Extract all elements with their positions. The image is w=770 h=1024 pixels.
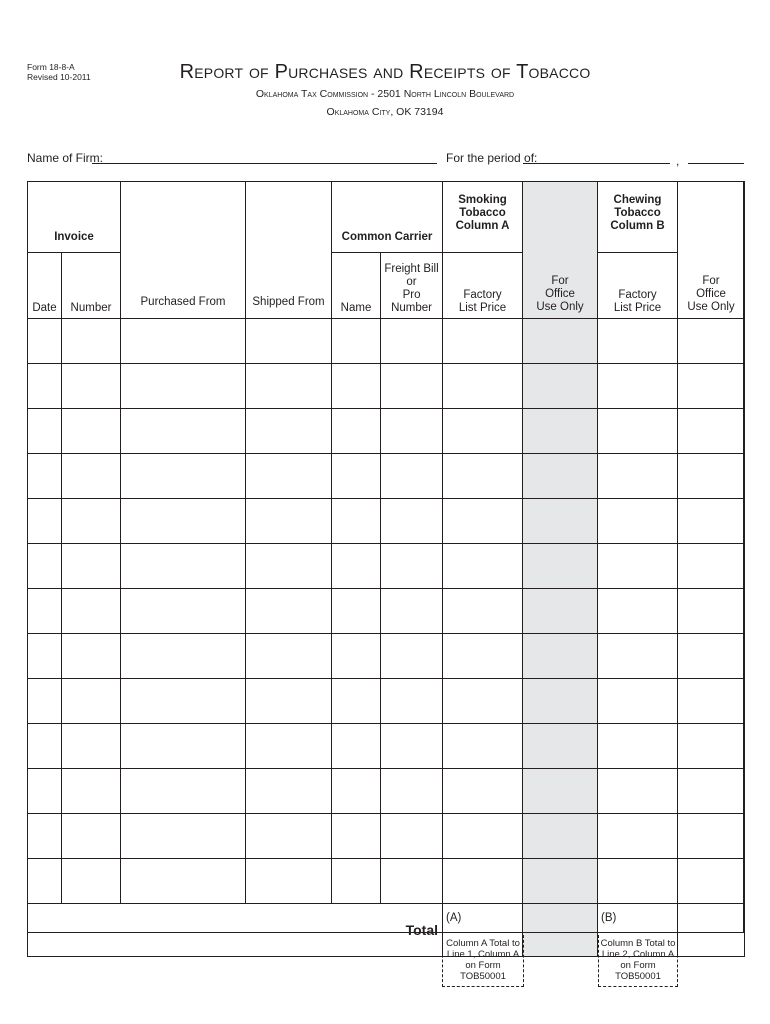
purchased-from-cell[interactable] <box>121 859 246 904</box>
number-cell[interactable] <box>62 589 121 634</box>
date-cell[interactable] <box>28 859 62 904</box>
shipped-from-cell[interactable] <box>246 409 332 454</box>
factory-price-a-header <box>443 253 523 319</box>
purchased-from-cell[interactable] <box>121 724 246 769</box>
shipped-from-cell[interactable] <box>246 724 332 769</box>
freight-bill-cell[interactable] <box>381 499 443 544</box>
freight-bill-cell[interactable] <box>381 589 443 634</box>
freight-bill-cell[interactable] <box>381 409 443 454</box>
table-row <box>28 364 745 409</box>
freight-line-1: Freight Bill <box>384 263 439 275</box>
factory-price-b-cell[interactable] <box>598 724 678 769</box>
freight-bill-cell[interactable] <box>381 319 443 364</box>
factory-a-line-1: Factory <box>463 289 502 301</box>
office-use-b-cell[interactable] <box>678 364 745 409</box>
number-cell[interactable] <box>62 454 121 499</box>
office-use-a-cell <box>523 544 598 589</box>
date-cell[interactable] <box>28 634 62 679</box>
office-use-b-cell[interactable] <box>678 319 745 364</box>
date-cell[interactable] <box>28 769 62 814</box>
office-use-a-cell <box>523 454 598 499</box>
purchased-from-cell[interactable] <box>121 589 246 634</box>
table-row <box>28 859 745 904</box>
table-row <box>28 634 745 679</box>
office-a-line-3: Use Only <box>536 301 584 313</box>
table-row <box>28 454 745 499</box>
carrier-name-cell[interactable] <box>332 814 381 859</box>
factory-price-b-cell[interactable] <box>598 499 678 544</box>
number-cell[interactable] <box>62 769 121 814</box>
column-a-note <box>442 935 524 987</box>
revision-date: Revised 10-2011 <box>27 72 91 82</box>
chewing-line-3: Column B <box>610 220 665 232</box>
factory-price-a-cell[interactable] <box>443 724 523 769</box>
factory-price-b-cell[interactable] <box>598 814 678 859</box>
factory-price-a-cell[interactable] <box>443 409 523 454</box>
purchases-table <box>27 181 745 957</box>
shipped-from-cell[interactable] <box>246 859 332 904</box>
period-separator: , <box>676 154 680 168</box>
freight-bill-cell[interactable] <box>381 859 443 904</box>
date-cell[interactable] <box>28 409 62 454</box>
carrier-name-cell[interactable] <box>332 859 381 904</box>
purchased-from-cell[interactable] <box>121 499 246 544</box>
freight-bill-header <box>381 253 443 319</box>
number-header: Number <box>62 253 121 319</box>
note-a-line-1: Column A Total to <box>446 938 520 949</box>
purchased-from-header: Purchased From <box>121 182 246 319</box>
office-use-b-cell[interactable] <box>678 679 745 724</box>
freight-bill-cell[interactable] <box>381 454 443 499</box>
office-use-a-cell <box>523 364 598 409</box>
carrier-name-cell[interactable] <box>332 409 381 454</box>
purchased-from-cell[interactable] <box>121 634 246 679</box>
carrier-name-cell[interactable] <box>332 769 381 814</box>
smoking-line-2: Tobacco <box>459 207 506 219</box>
note-b-line-1: Column B Total to <box>600 938 676 949</box>
carrier-name-header: Name <box>332 253 381 319</box>
number-cell[interactable] <box>62 409 121 454</box>
chewing-line-2: Tobacco <box>614 207 661 219</box>
shipped-from-cell[interactable] <box>246 454 332 499</box>
shipped-from-cell[interactable] <box>246 589 332 634</box>
factory-price-a-cell[interactable] <box>443 499 523 544</box>
number-cell[interactable] <box>62 319 121 364</box>
factory-price-b-cell[interactable] <box>598 319 678 364</box>
number-cell[interactable] <box>62 499 121 544</box>
carrier-name-cell[interactable] <box>332 454 381 499</box>
smoking-line-3: Column A <box>455 220 510 232</box>
factory-b-line-2: List Price <box>613 302 662 314</box>
office-use-a-cell <box>523 679 598 724</box>
office-use-b-cell[interactable] <box>678 409 745 454</box>
factory-price-b-cell[interactable] <box>598 589 678 634</box>
common-carrier-header: Common Carrier <box>332 182 443 253</box>
factory-price-a-cell[interactable] <box>443 454 523 499</box>
factory-price-a-cell[interactable] <box>443 364 523 409</box>
column-b-note <box>598 935 678 987</box>
carrier-name-cell[interactable] <box>332 319 381 364</box>
carrier-name-cell[interactable] <box>332 679 381 724</box>
shipped-from-cell[interactable] <box>246 319 332 364</box>
table-row <box>28 724 745 769</box>
factory-price-a-cell[interactable] <box>443 319 523 364</box>
purchased-from-cell[interactable] <box>121 679 246 724</box>
freight-bill-cell[interactable] <box>381 724 443 769</box>
office-use-b-cell[interactable] <box>678 769 745 814</box>
purchased-from-cell[interactable] <box>121 814 246 859</box>
form-number: Form 18-8-A <box>27 62 75 72</box>
date-cell[interactable] <box>28 679 62 724</box>
table-row <box>28 769 745 814</box>
agency-address: Oklahoma Tax Commission - 2501 North Lincoln Boulevard <box>255 88 515 100</box>
number-cell[interactable] <box>62 814 121 859</box>
table-row <box>28 499 745 544</box>
office-a-line-1: For <box>551 275 569 287</box>
period-start-field[interactable] <box>523 163 670 164</box>
shipped-from-cell[interactable] <box>246 544 332 589</box>
number-cell[interactable] <box>62 859 121 904</box>
date-cell[interactable] <box>28 544 62 589</box>
office-use-a-header <box>523 182 598 319</box>
factory-price-a-cell[interactable] <box>443 859 523 904</box>
purchased-from-cell[interactable] <box>121 319 246 364</box>
purchased-from-cell[interactable] <box>121 454 246 499</box>
office-use-b-header <box>678 182 745 319</box>
smoking-tobacco-header <box>443 182 523 253</box>
invoice-header: Invoice <box>28 182 121 253</box>
shipped-from-cell[interactable] <box>246 769 332 814</box>
office-use-a-cell <box>523 589 598 634</box>
office-use-a-cell <box>523 409 598 454</box>
factory-price-a-cell[interactable] <box>443 769 523 814</box>
office-b-line-2: Office <box>696 288 726 300</box>
office-a-line-2: Office <box>545 288 575 300</box>
shipped-from-cell[interactable] <box>246 634 332 679</box>
table-row <box>28 544 745 589</box>
office-use-a-cell <box>523 859 598 904</box>
office-use-b-cell[interactable] <box>678 634 745 679</box>
date-cell[interactable] <box>28 814 62 859</box>
period-label: For the period of: <box>446 151 538 165</box>
purchased-from-cell[interactable] <box>121 544 246 589</box>
freight-line-3: Pro Number <box>391 289 432 314</box>
office-use-b-cell[interactable] <box>678 454 745 499</box>
office-use-b-cell[interactable] <box>678 499 745 544</box>
note-b-line-2: Line 2, Column A <box>601 949 675 960</box>
group-header-row <box>28 182 745 253</box>
form-title: Report of Purchases and Receipts of Tobacco <box>179 61 591 83</box>
carrier-name-cell[interactable] <box>332 544 381 589</box>
number-cell[interactable] <box>62 724 121 769</box>
date-header: Date <box>28 253 62 319</box>
number-cell[interactable] <box>62 544 121 589</box>
office-use-a-cell <box>523 769 598 814</box>
note-b-line-3: on Form TOB50001 <box>615 960 661 982</box>
total-a-cell[interactable]: (A) <box>443 904 523 957</box>
factory-price-b-cell[interactable] <box>598 769 678 814</box>
chewing-tobacco-header <box>598 182 678 253</box>
factory-price-b-cell[interactable] <box>598 544 678 589</box>
date-cell[interactable] <box>28 499 62 544</box>
factory-price-b-header <box>598 253 678 319</box>
carrier-name-cell[interactable] <box>332 634 381 679</box>
shipped-from-cell[interactable] <box>246 499 332 544</box>
factory-price-b-cell[interactable] <box>598 859 678 904</box>
number-cell[interactable] <box>62 634 121 679</box>
carrier-name-cell[interactable] <box>332 499 381 544</box>
freight-bill-cell[interactable] <box>381 679 443 724</box>
freight-bill-cell[interactable] <box>381 364 443 409</box>
factory-price-a-cell[interactable] <box>443 634 523 679</box>
office-use-a-cell <box>523 724 598 769</box>
office-use-b-cell[interactable] <box>678 589 745 634</box>
carrier-name-cell[interactable] <box>332 589 381 634</box>
note-a-line-3: on Form TOB50001 <box>460 960 506 982</box>
date-cell[interactable] <box>28 364 62 409</box>
factory-b-line-1: Factory <box>618 289 657 301</box>
chewing-line-1: Chewing <box>613 194 662 206</box>
shipped-from-header: Shipped From <box>246 182 332 319</box>
table-row <box>28 679 745 724</box>
factory-price-a-cell[interactable] <box>443 814 523 859</box>
factory-price-a-cell[interactable] <box>443 679 523 724</box>
shipped-from-cell[interactable] <box>246 679 332 724</box>
city-line: Oklahoma City, OK 73194 <box>326 106 444 118</box>
factory-price-b-cell[interactable] <box>598 409 678 454</box>
period-end-field[interactable] <box>688 163 744 164</box>
factory-price-a-cell[interactable] <box>443 589 523 634</box>
office-use-b-cell[interactable] <box>678 814 745 859</box>
total-b-cell[interactable]: (B) <box>598 904 678 957</box>
carrier-name-cell[interactable] <box>332 364 381 409</box>
freight-bill-cell[interactable] <box>381 769 443 814</box>
office-b-line-3: Use Only <box>687 301 735 313</box>
freight-line-2: or <box>406 276 417 288</box>
factory-price-b-cell[interactable] <box>598 634 678 679</box>
firm-name-label: Name of Firm: <box>27 151 104 165</box>
purchased-from-cell[interactable] <box>121 364 246 409</box>
table-row <box>28 814 745 859</box>
office-use-a-cell <box>523 634 598 679</box>
freight-bill-cell[interactable] <box>381 814 443 859</box>
table-row <box>28 589 745 634</box>
purchased-from-cell[interactable] <box>121 409 246 454</box>
office-use-a-cell <box>523 499 598 544</box>
date-cell[interactable] <box>28 454 62 499</box>
date-cell[interactable] <box>28 319 62 364</box>
total-office-b-cell <box>678 904 745 957</box>
date-cell[interactable] <box>28 589 62 634</box>
factory-price-b-cell[interactable] <box>598 454 678 499</box>
office-use-a-cell <box>523 319 598 364</box>
factory-price-b-cell[interactable] <box>598 679 678 724</box>
date-cell[interactable] <box>28 724 62 769</box>
total-label: Total <box>28 904 443 957</box>
smoking-line-1: Smoking <box>458 194 507 206</box>
purchased-from-cell[interactable] <box>121 769 246 814</box>
factory-price-b-cell[interactable] <box>598 364 678 409</box>
table-row <box>28 409 745 454</box>
factory-price-a-cell[interactable] <box>443 544 523 589</box>
firm-name-field[interactable] <box>92 163 437 164</box>
office-use-b-cell[interactable] <box>678 544 745 589</box>
office-b-line-1: For <box>702 275 720 287</box>
office-use-b-cell[interactable] <box>678 859 745 904</box>
freight-bill-cell[interactable] <box>381 544 443 589</box>
factory-a-line-2: List Price <box>458 302 507 314</box>
shipped-from-cell[interactable] <box>246 814 332 859</box>
office-use-a-cell <box>523 814 598 859</box>
office-use-b-cell[interactable] <box>678 724 745 769</box>
table-row <box>28 319 745 364</box>
carrier-name-cell[interactable] <box>332 724 381 769</box>
shipped-from-cell[interactable] <box>246 364 332 409</box>
number-cell[interactable] <box>62 679 121 724</box>
entry-rows <box>28 319 745 904</box>
number-cell[interactable] <box>62 364 121 409</box>
note-a-line-2: Line 1, Column A <box>446 949 520 960</box>
total-office-a-cell <box>523 904 598 957</box>
freight-bill-cell[interactable] <box>381 634 443 679</box>
